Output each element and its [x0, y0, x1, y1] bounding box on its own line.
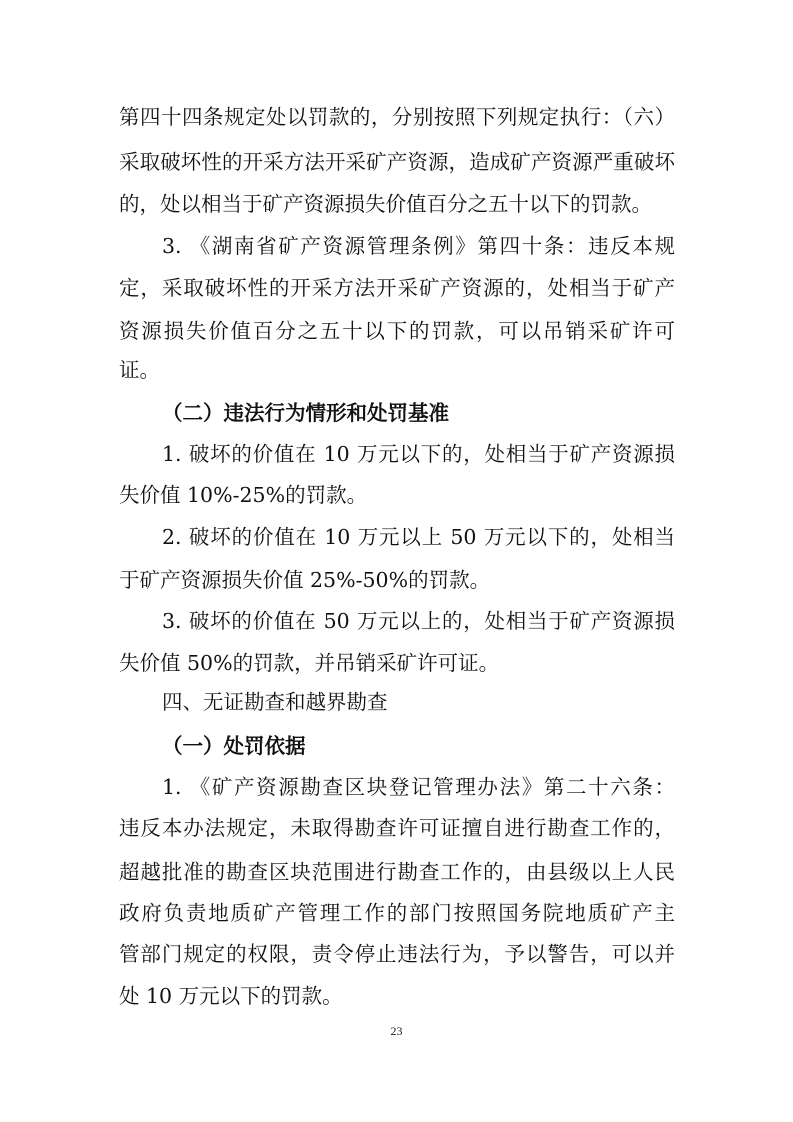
- body-text-line: 第四十四条规定处以罚款的，分别按照下列规定执行：（六）: [119, 105, 675, 129]
- body-text-line: 定，采取破坏性的开采方法开采矿产资源的，处相当于矿产: [119, 276, 675, 300]
- body-text-line: 采取破坏性的开采方法开采矿产资源，造成矿产资源严重破坏: [119, 150, 675, 174]
- body-text-line: 管部门规定的权限，责令停止违法行为，予以警告，可以并: [119, 942, 675, 966]
- section-heading: （一）处罚依据: [162, 734, 306, 758]
- body-text-line: 失价值 10%-25%的罚款。: [119, 483, 368, 507]
- body-text-line: 政府负责地质矿产管理工作的部门按照国务院地质矿产主: [119, 901, 675, 925]
- body-text-line: 超越批准的勘查区块范围进行勘查工作的，由县级以上人民: [119, 860, 675, 884]
- body-text-line: 资源损失价值百分之五十以下的罚款，可以吊销采矿许可: [119, 319, 675, 343]
- body-text-line: 1. 《矿产资源勘查区块登记管理办法》第二十六条：: [162, 775, 675, 799]
- body-text-line: 2. 破坏的价值在 10 万元以上 50 万元以下的，处相当: [162, 525, 675, 549]
- body-text-line: 处 10 万元以下的罚款。: [119, 984, 343, 1008]
- page-number: 23: [390, 1024, 403, 1038]
- body-text-line: 的，处以相当于矿产资源损失价值百分之五十以下的罚款。: [119, 192, 652, 216]
- body-text-line: 3. 《湖南省矿产资源管理条例》第四十条：违反本规: [162, 234, 675, 258]
- body-text-line: 失价值 50%的罚款，并吊销采矿许可证。: [119, 651, 500, 675]
- body-text-line: 违反本办法规定，未取得勘查许可证擅自进行勘查工作的，: [119, 816, 675, 840]
- body-text-line: 1. 破坏的价值在 10 万元以下的，处相当于矿产资源损: [162, 442, 675, 466]
- body-text-line: 于矿产资源损失价值 25%-50%的罚款。: [119, 568, 491, 592]
- body-text-line: 3. 破坏的价值在 50 万元以上的，处相当于矿产资源损: [162, 609, 675, 633]
- body-text-line: 证。: [119, 358, 160, 382]
- chapter-heading: 四、无证勘查和越界勘查: [162, 690, 388, 714]
- section-heading: （二）违法行为情形和处罚基准: [162, 401, 449, 425]
